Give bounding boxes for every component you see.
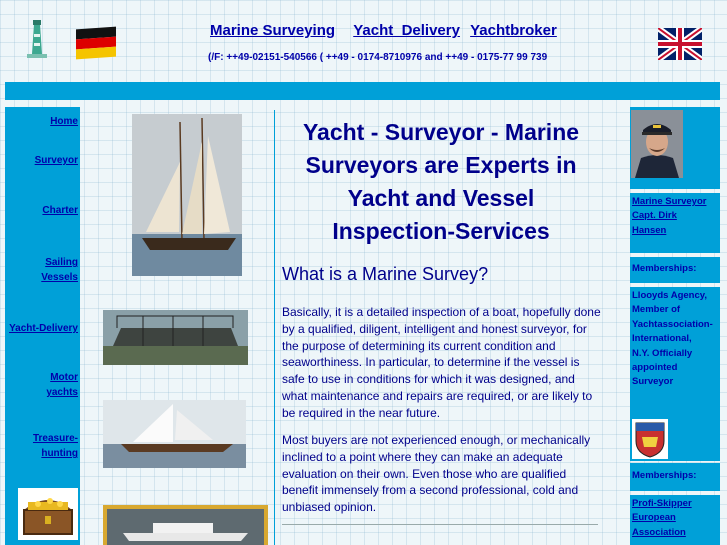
profi-line: Profi-Skipper xyxy=(632,498,692,509)
nav-line: yachts xyxy=(46,387,78,398)
left-nav xyxy=(5,107,80,545)
survey-description-paragraph: Basically, it is a detailed inspection of a boat, hopefully done by a qualified, diligent, intelligent and honest surveyor, for the purpose of determining its current condition and seaworthiness. In particular, to determine if the vessel is safe to use in conditions for which it was designed, and what maintenance and repairs are required, or are likely to be required in the near future. xyxy=(282,305,601,420)
title-line: Surveyors are Experts in xyxy=(305,152,577,178)
left-nav-treasure-hunting[interactable] xyxy=(33,431,78,461)
profi-skipper-box xyxy=(630,495,720,545)
profi-line: Association xyxy=(632,526,686,538)
section-heading: What is a Marine Survey? xyxy=(282,264,489,284)
title-line: Yacht - Surveyor - Marine xyxy=(302,119,580,145)
header-nav xyxy=(210,22,557,39)
lloyds-line: appointed xyxy=(632,362,678,374)
profi-skipper-link[interactable] xyxy=(632,497,692,540)
sailing-ship-photo[interactable] xyxy=(132,114,242,276)
nav-yacht-delivery[interactable]: Yacht Delivery xyxy=(353,22,460,39)
lloyds-box xyxy=(630,287,720,461)
lighthouse-icon xyxy=(25,18,49,60)
title-line: Inspection-Services xyxy=(332,218,550,244)
treasure-chest-image[interactable] xyxy=(18,488,78,540)
memberships-heading: Memberships: xyxy=(632,263,697,274)
nav-yachtbroker[interactable]: Yachtbroker xyxy=(470,22,557,39)
header-bar xyxy=(5,82,720,100)
left-nav-surveyor[interactable]: Surveyor xyxy=(34,155,78,166)
yacht-construction-photo[interactable] xyxy=(103,310,248,365)
left-nav-sailing-vessels[interactable] xyxy=(41,255,78,285)
divider xyxy=(282,524,598,525)
phone-numbers: (/F: ++49-02151-540566 ( ++49 - 0174-8710976 and ++49 - 0175-77 99 739 xyxy=(208,52,548,63)
surveyor-name-box xyxy=(630,193,720,253)
lloyds-line: Yachtassociation- xyxy=(632,318,713,330)
lloyds-line: International, xyxy=(632,333,692,345)
memberships-box-2 xyxy=(630,463,720,491)
lloyds-line: Llooyds Agency, xyxy=(632,290,707,301)
left-nav-charter[interactable]: Charter xyxy=(42,205,78,216)
surveyor-line: Marine Surveyor xyxy=(632,196,707,207)
left-nav-yacht-delivery[interactable]: Yacht-Delivery xyxy=(9,323,78,334)
association-crest-icon[interactable] xyxy=(632,419,668,459)
surveyor-name-link[interactable] xyxy=(632,195,706,238)
lloyds-text xyxy=(632,289,713,390)
german-flag-icon xyxy=(76,27,116,60)
nav-marine-surveying[interactable]: Marine Surveying xyxy=(210,22,336,39)
left-nav-motor-yachts[interactable] xyxy=(46,370,78,400)
nav-line: Vessels xyxy=(41,272,78,283)
lloyds-line: Surveyor xyxy=(632,376,674,388)
left-nav-home[interactable]: Home xyxy=(50,116,78,127)
surveyor-line: Capt. Dirk xyxy=(632,210,677,222)
nav-line: Motor xyxy=(50,372,78,383)
memberships-heading-2: Memberships: xyxy=(632,470,697,481)
buyers-paragraph: Most buyers are not experienced enough, or mechanically inclined to a point where they can make an adequate evaluation on their own. Even those who are qualified benefit immensely from a second professional, cold and unbiased opinion. xyxy=(282,433,591,515)
memberships-box xyxy=(630,257,720,283)
captain-photo[interactable] xyxy=(631,110,683,178)
motor-yacht-photo[interactable] xyxy=(103,505,268,545)
surveyor-photo-box xyxy=(630,107,720,189)
uk-flag-icon xyxy=(658,28,702,60)
nav-line: hunting xyxy=(41,448,78,459)
profi-line: European xyxy=(632,512,676,524)
title-line: Yacht and Vessel xyxy=(347,185,535,211)
main-content xyxy=(275,110,607,545)
nav-line: Treasure- xyxy=(32,433,78,444)
right-sidebar xyxy=(630,107,720,545)
page-title xyxy=(275,116,607,248)
surveyor-line: Hansen xyxy=(632,224,667,236)
lloyds-line: Member of xyxy=(632,304,681,316)
sailing-yacht-photo[interactable] xyxy=(103,400,246,468)
header xyxy=(0,0,727,82)
lloyds-line: N.Y. Officially xyxy=(632,347,693,359)
nav-line: Sailing xyxy=(45,257,78,268)
